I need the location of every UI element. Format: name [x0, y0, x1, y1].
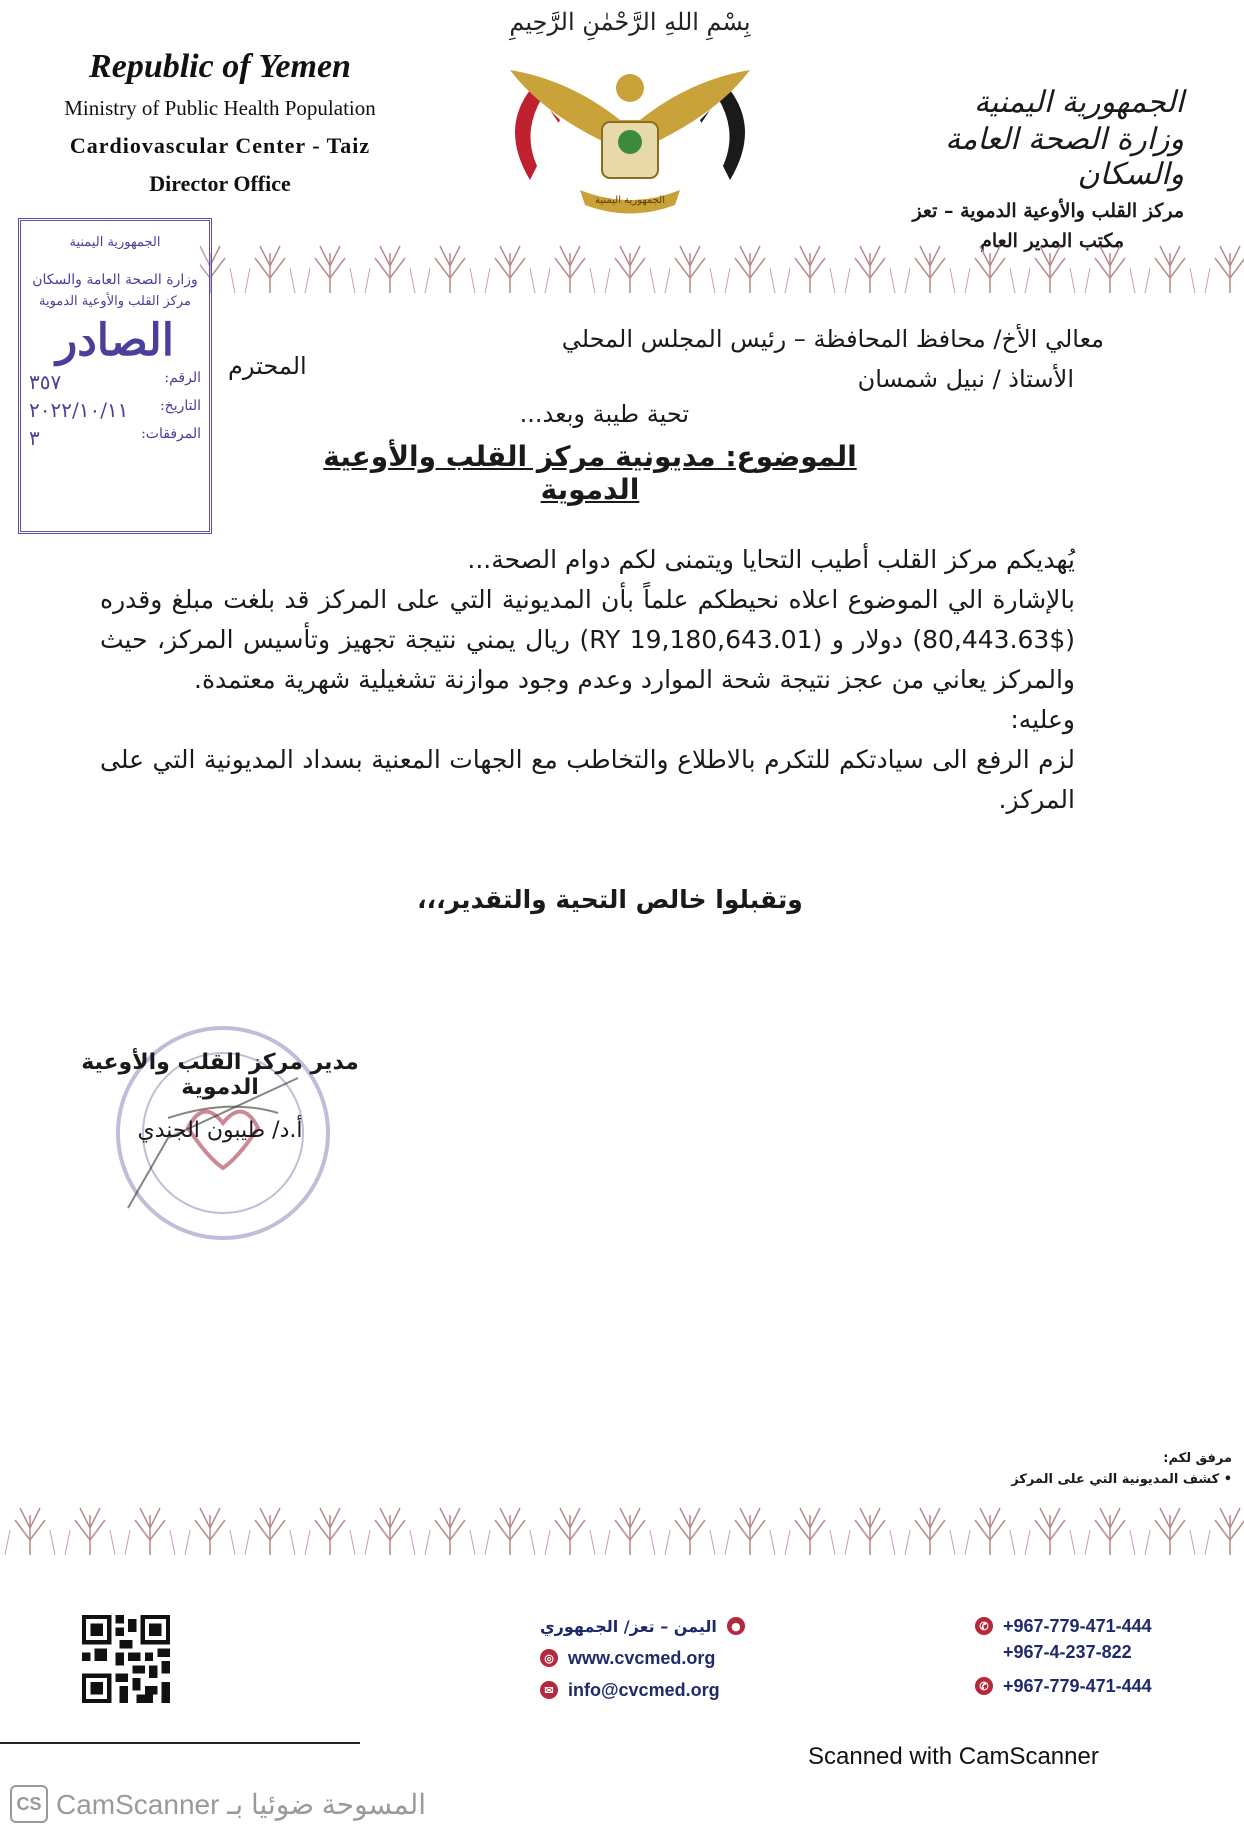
- arabic-letterhead: [864, 85, 1184, 252]
- stamp-center: مركز القلب والأوعية الدموية: [38, 294, 191, 309]
- globe-icon: ◎: [540, 1649, 558, 1667]
- center-en: Cardiovascular Center - Taiz: [69, 133, 371, 158]
- office-en: Director Office: [149, 171, 291, 196]
- footer-website[interactable]: [540, 1644, 745, 1672]
- honorific: المحترم: [228, 352, 307, 380]
- basmala: بِسْمِ اللهِ الرَّحْمٰنِ الرَّحِيمِ: [509, 8, 751, 36]
- camscanner-logo-icon: CS: [10, 1785, 48, 1823]
- paragraph-debt: بالإشارة الي الموضوع اعلاه نحيطكم علماً بأن المديونية التي على المركز قد بلغت مبلغ وقدره ($80,443.63) دولار و (RY 19,180,643.01) ريال يمني نتيجة تجهيز وتأسيس المركز، حيث والمركز يعاني من عجز نتيجة شحة الموارد وعدم وجود موازنة تشغيلية شهرية معتمدة.: [100, 585, 1075, 694]
- footer-address-text: اليمن – تعز/ الجمهوري: [540, 1616, 717, 1636]
- footer-email[interactable]: [540, 1676, 745, 1704]
- attachments-item: • كشف المديونية التي على المركز: [1011, 1472, 1232, 1487]
- decorative-band-bottom: [0, 1500, 1244, 1560]
- ministry-en: Ministry of Public Health Population: [64, 96, 376, 120]
- signer-title: مدير مركز القلب والأوعية الدموية: [81, 1050, 359, 1100]
- stamp-ministry: وزارة الصحة العامة والسكان: [32, 272, 198, 288]
- footer-whatsapp-text: +967-779-471-444: [1003, 1675, 1152, 1696]
- footer-email-text[interactable]: info@cvcmed.org: [568, 1679, 720, 1700]
- footer-phone2: [975, 1638, 1152, 1666]
- english-letterhead: [40, 48, 400, 197]
- footer-address: [540, 1612, 745, 1640]
- scan-divider: [0, 1742, 360, 1744]
- stamp-attachments-row: [21, 426, 209, 450]
- center-ar: مركز القلب والأوعية الدموية – تعز: [912, 200, 1184, 222]
- footer-phone1: [975, 1612, 1152, 1640]
- paragraph-intro: يُهديكم مركز القلب أطيب التحايا ويتمنى لكم دوام الصحة...: [467, 545, 1075, 574]
- stamp-date-row: [21, 398, 209, 422]
- paragraph-therefore: وعليه:: [1010, 705, 1075, 734]
- footer-website-text[interactable]: www.cvcmed.org: [568, 1647, 716, 1668]
- addressee-name: الأستاذ / نبيل شمسان: [857, 365, 1074, 393]
- mail-icon: ✉: [540, 1681, 558, 1699]
- paragraph-request: لزم الرفع الى سيادتكم للتكرم بالاطلاع والتخاطب مع الجهات المعنية بسداد المديونية التي على المركز.: [100, 745, 1075, 814]
- outgoing-stamp: [18, 218, 212, 534]
- phone-icon: ✆: [975, 1617, 993, 1635]
- greeting: تحية طيبة وبعد...: [519, 400, 689, 428]
- attachments-note: [1011, 1445, 1232, 1487]
- addressee-title: معالي الأخ/ محافظ المحافظة – رئيس المجلس المحلي: [561, 325, 1104, 353]
- stamp-attachments-label: المرفقات:: [141, 426, 201, 442]
- camscanner-bottom-text: المسوحة ضوئيا بـ CamScanner: [56, 1788, 427, 1820]
- yemen-emblem-icon: [490, 50, 770, 225]
- attachments-title: مرفق لكم:: [1163, 1451, 1232, 1466]
- stamp-date-value: ٢٠٢٢/١٠/١١: [29, 398, 129, 422]
- stamp-title: الصادر: [55, 315, 175, 366]
- republic-ar: الجمهورية اليمنية: [973, 85, 1184, 120]
- footer-contacts-left: [540, 1612, 745, 1708]
- signature-block: [50, 1050, 390, 1143]
- footer-phone2-text: +967-4-237-822: [1003, 1641, 1132, 1662]
- stamp-date-label: التاريخ:: [159, 398, 201, 414]
- whatsapp-icon: ✆: [975, 1677, 993, 1695]
- letter-body: [100, 540, 1075, 820]
- footer-phone1-text: +967-779-471-444: [1003, 1615, 1152, 1636]
- stamp-republic: الجمهورية اليمنية: [69, 235, 161, 250]
- subject-line: الموضوع: مديونية مركز القلب والأوعية الدموية: [323, 440, 857, 506]
- stamp-attachments-value: ٣: [29, 426, 40, 450]
- scanned-with-label: Scanned with CamScanner: [808, 1743, 1099, 1770]
- closing-line: وتقبلوا خالص التحية والتقدير،،،: [417, 885, 803, 914]
- footer-contacts-right: [975, 1612, 1152, 1704]
- signer-name: أ.د/ طيبون الجندي: [137, 1118, 303, 1143]
- emblem-banner: الجمهورية اليمنية: [594, 195, 666, 206]
- stamp-number-label: الرقم:: [164, 370, 201, 386]
- location-icon: ●: [727, 1617, 745, 1635]
- stamp-number-value: ٣٥٧: [29, 370, 62, 394]
- republic-en: Republic of Yemen: [89, 48, 351, 85]
- ministry-ar: وزارة الصحة العامة والسكان: [945, 122, 1184, 192]
- footer-whatsapp: [975, 1672, 1152, 1700]
- stamp-number-row: [21, 370, 209, 394]
- qr-code-icon: [82, 1615, 170, 1703]
- camscanner-watermark: [10, 1785, 426, 1823]
